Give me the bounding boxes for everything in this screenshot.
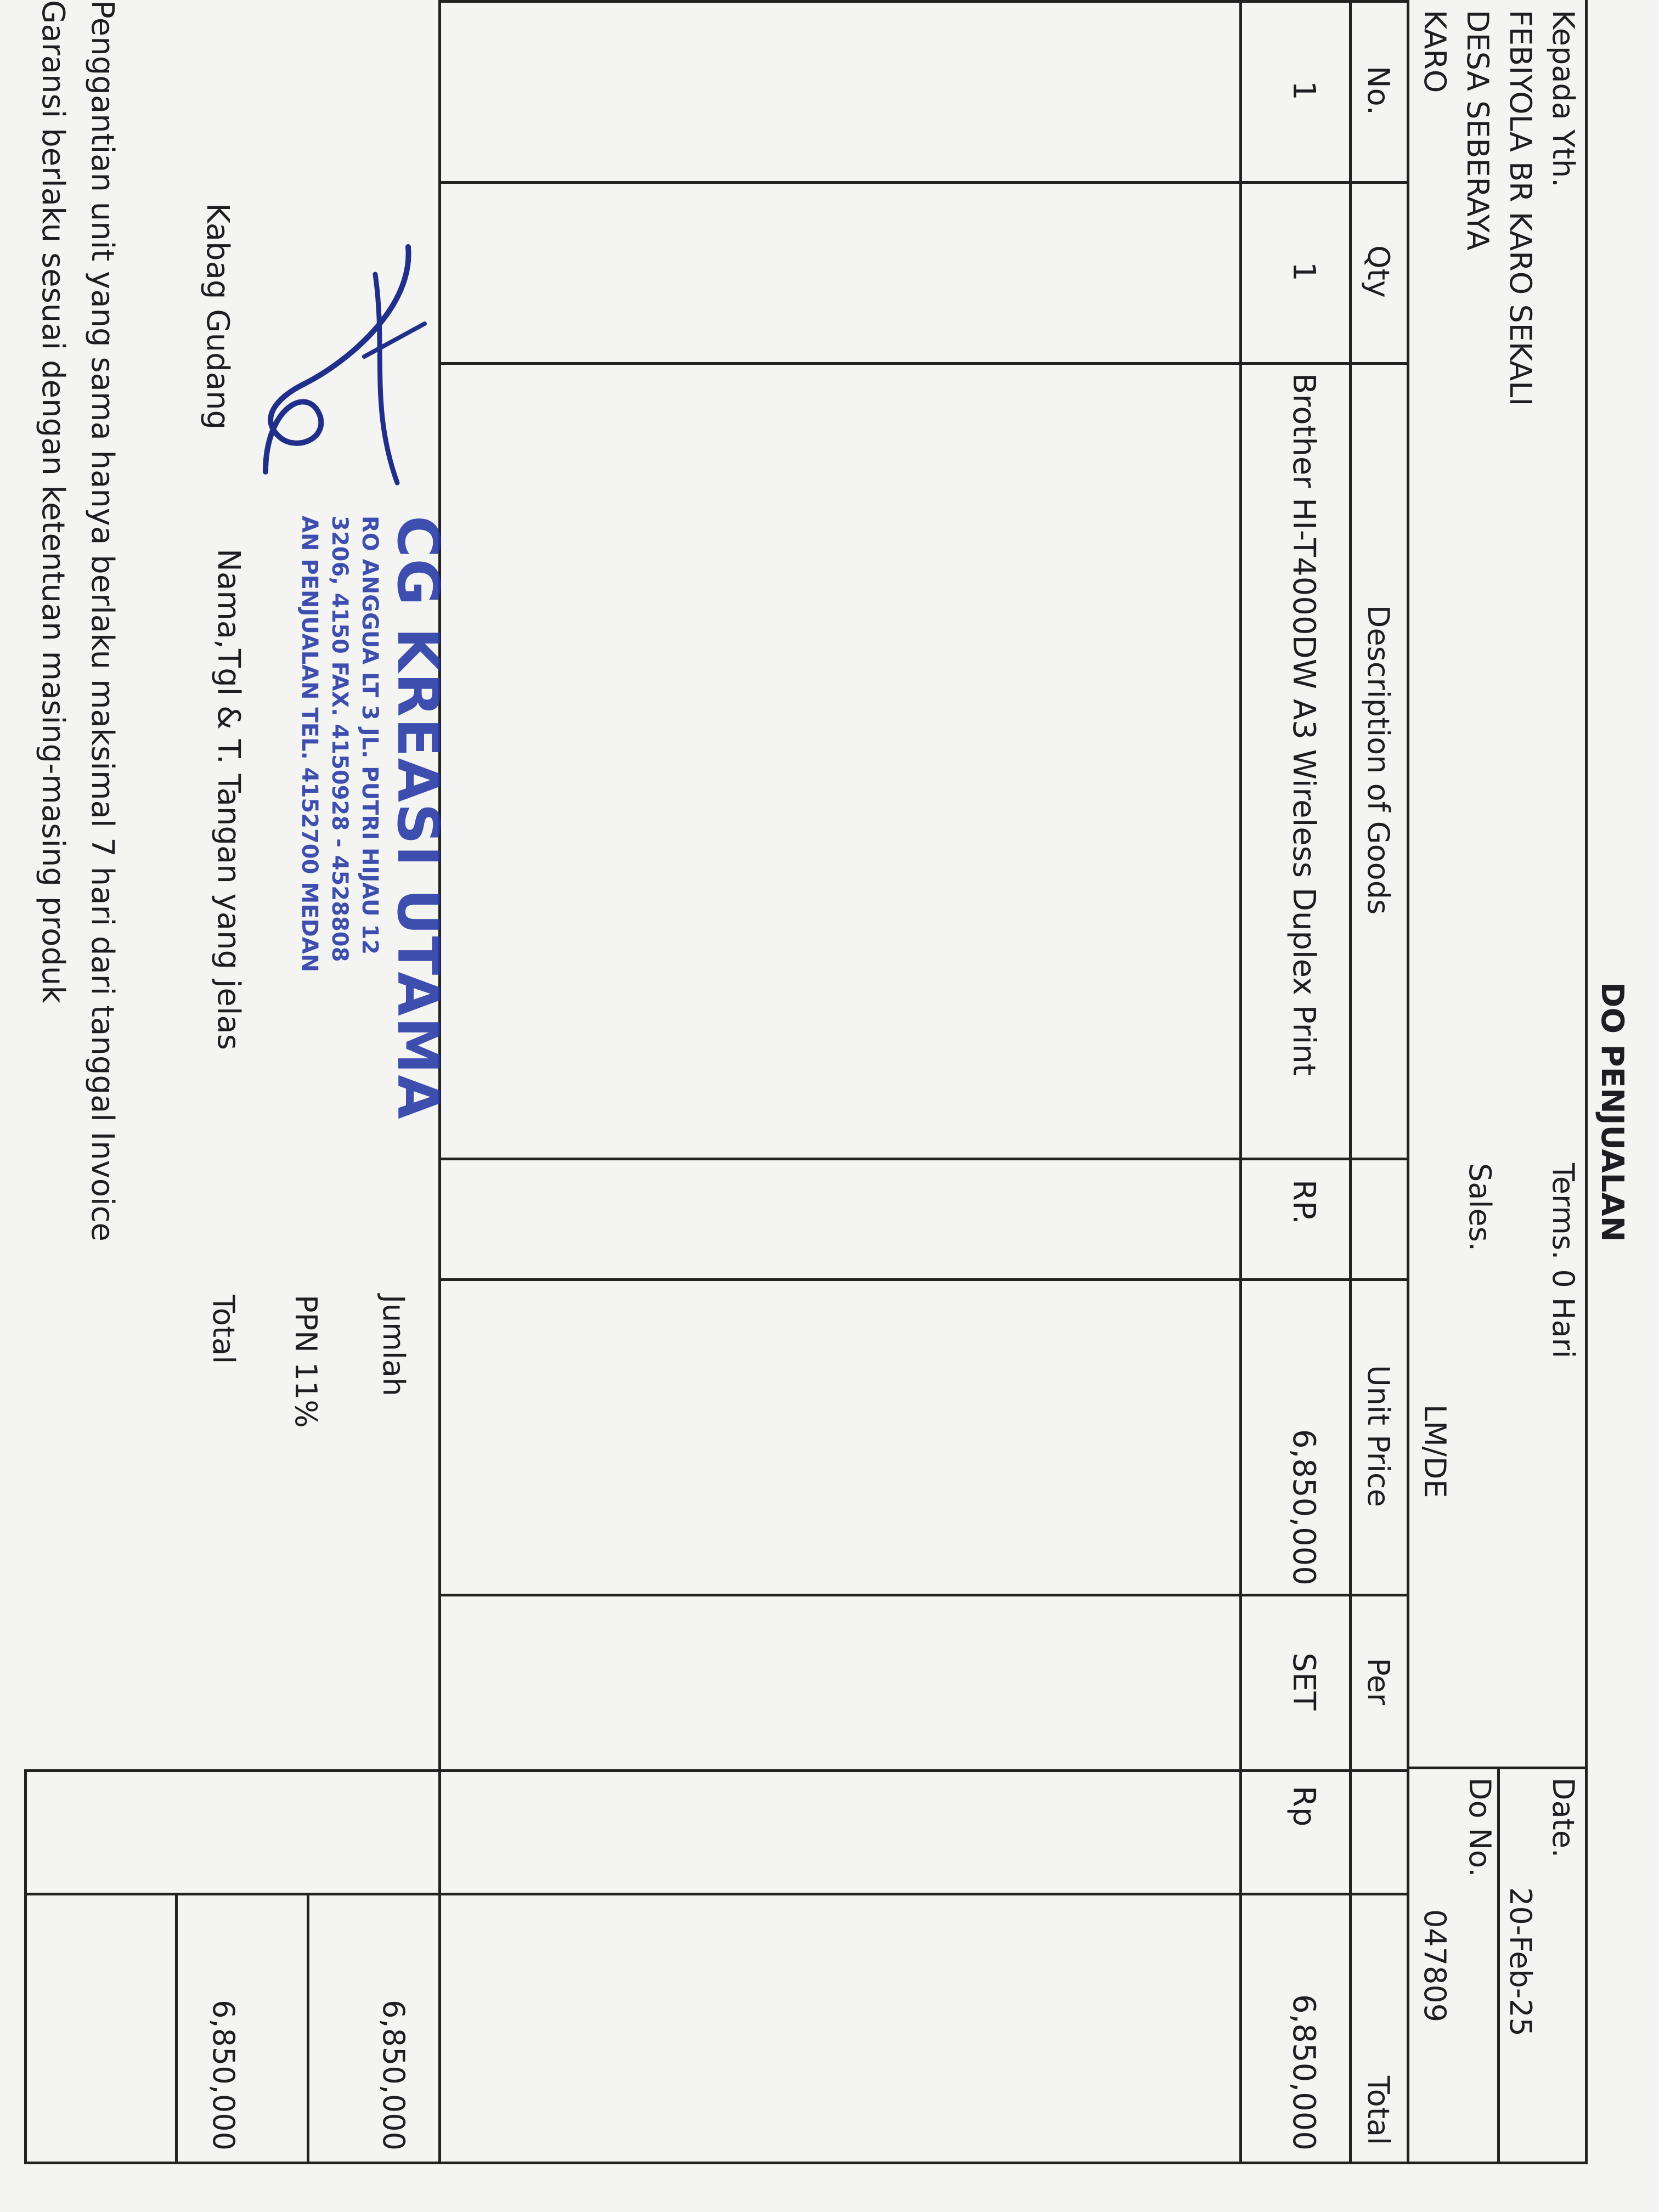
header-qty: Qty [1361,245,1396,298]
document-title: DO PENJUALAN [1594,982,1630,1242]
table-top-rule [1407,0,1409,2162]
sales-code: LM/DE [1418,1404,1452,1498]
col-divider-per [441,1769,1409,1772]
header-bottom-rule [1349,0,1352,2162]
company-stamp [238,516,452,1120]
summary-right-edge [24,2162,441,2164]
row-total-currency: Rp [1286,1786,1322,1827]
table-right-edge [441,2162,1409,2164]
row-currency: RP. [1286,1180,1322,1224]
header-no: No. [1361,66,1396,115]
handwritten-signature [249,241,447,527]
do-number-label: Do No. [1463,1778,1497,1877]
sales-label: Sales. [1463,1163,1497,1251]
stamp-fax: 3206, 4150 FAX. 4150928 - 4528808 [327,516,352,962]
summary-rule-2 [175,1893,178,2162]
header-description: Description of Goods [1361,605,1396,915]
col-divider-no [441,181,1409,184]
date-label: Date. [1546,1778,1581,1858]
signature-role: Kabag Gudang [200,203,235,430]
footer-note-replacement: Penggantian unit yang sama hanya berlaku maksimal 7 hari dari tanggal Invoice [84,0,120,1242]
recipient-address-line1: DESA SEBERAYA [1460,10,1495,251]
row-no: 1 [1286,81,1322,100]
header-unit-price: Unit Price [1361,1365,1396,1507]
recipient-address-line2: KARO [1418,10,1452,93]
date-value: 20-Feb-25 [1503,1887,1538,2037]
recipient-name: FEBIYOLA BR KARO SEKALI [1503,10,1538,407]
row-unit-price: 6,850,000 [1286,1429,1322,1585]
summary-jumlah-value: 6,850,000 [376,2000,411,2151]
col-divider-qty [441,362,1409,365]
header-per: Per [1361,1657,1396,1706]
summary-total-label: Total [206,1295,241,1364]
col-divider-total-currency [441,1893,1409,1895]
row-qty: 1 [1286,262,1322,281]
summary-jumlah-label: Jumlah [376,1295,411,1397]
row-bottom-rule [1239,0,1242,2162]
col-divider-unit-price [441,1594,1409,1596]
recipient-label: Kepada Yth. [1546,10,1581,188]
meta-right-edge [1407,2162,1588,2164]
row-per: SET [1286,1652,1322,1711]
col-divider-description [441,1158,1409,1160]
stamp-address: RO ANGGUA LT 3 JL. PUTRI HIJAU 12 [357,516,382,955]
summary-ppn-label: PPN 11% [289,1295,323,1428]
summary-rule-1 [307,1893,309,2162]
col-divider-currency [441,1278,1409,1281]
footer-note-warranty: Garansi berlaku sesuai dengan ketentuan masing-masing produk [35,0,71,1003]
summary-bottom-rule [24,1769,27,2164]
table-left-edge [441,0,1409,3]
terms-text: Terms. 0 Hari [1546,1163,1581,1358]
signature-instruction: Nama,Tgl & T. Tangan yang jelas [211,549,246,1050]
row-description: Brother HI-T4000DW A3 Wireless Duplex Print [1286,373,1322,1076]
meta-mid-rule [1497,1767,1500,2162]
do-number-value: 047809 [1418,1909,1452,2023]
top-rule [1585,0,1588,2162]
summary-total-value: 6,850,000 [206,2000,241,2151]
stamp-phone: AN PENJUALAN TEL. 4152700 MEDAN [297,516,322,973]
header-total: Total [1361,2075,1396,2145]
row-total: 6,850,000 [1286,1994,1322,2151]
summary-left-edge [24,1769,441,1772]
stamp-company-name: CG KREASI UTAMA [385,516,452,1120]
